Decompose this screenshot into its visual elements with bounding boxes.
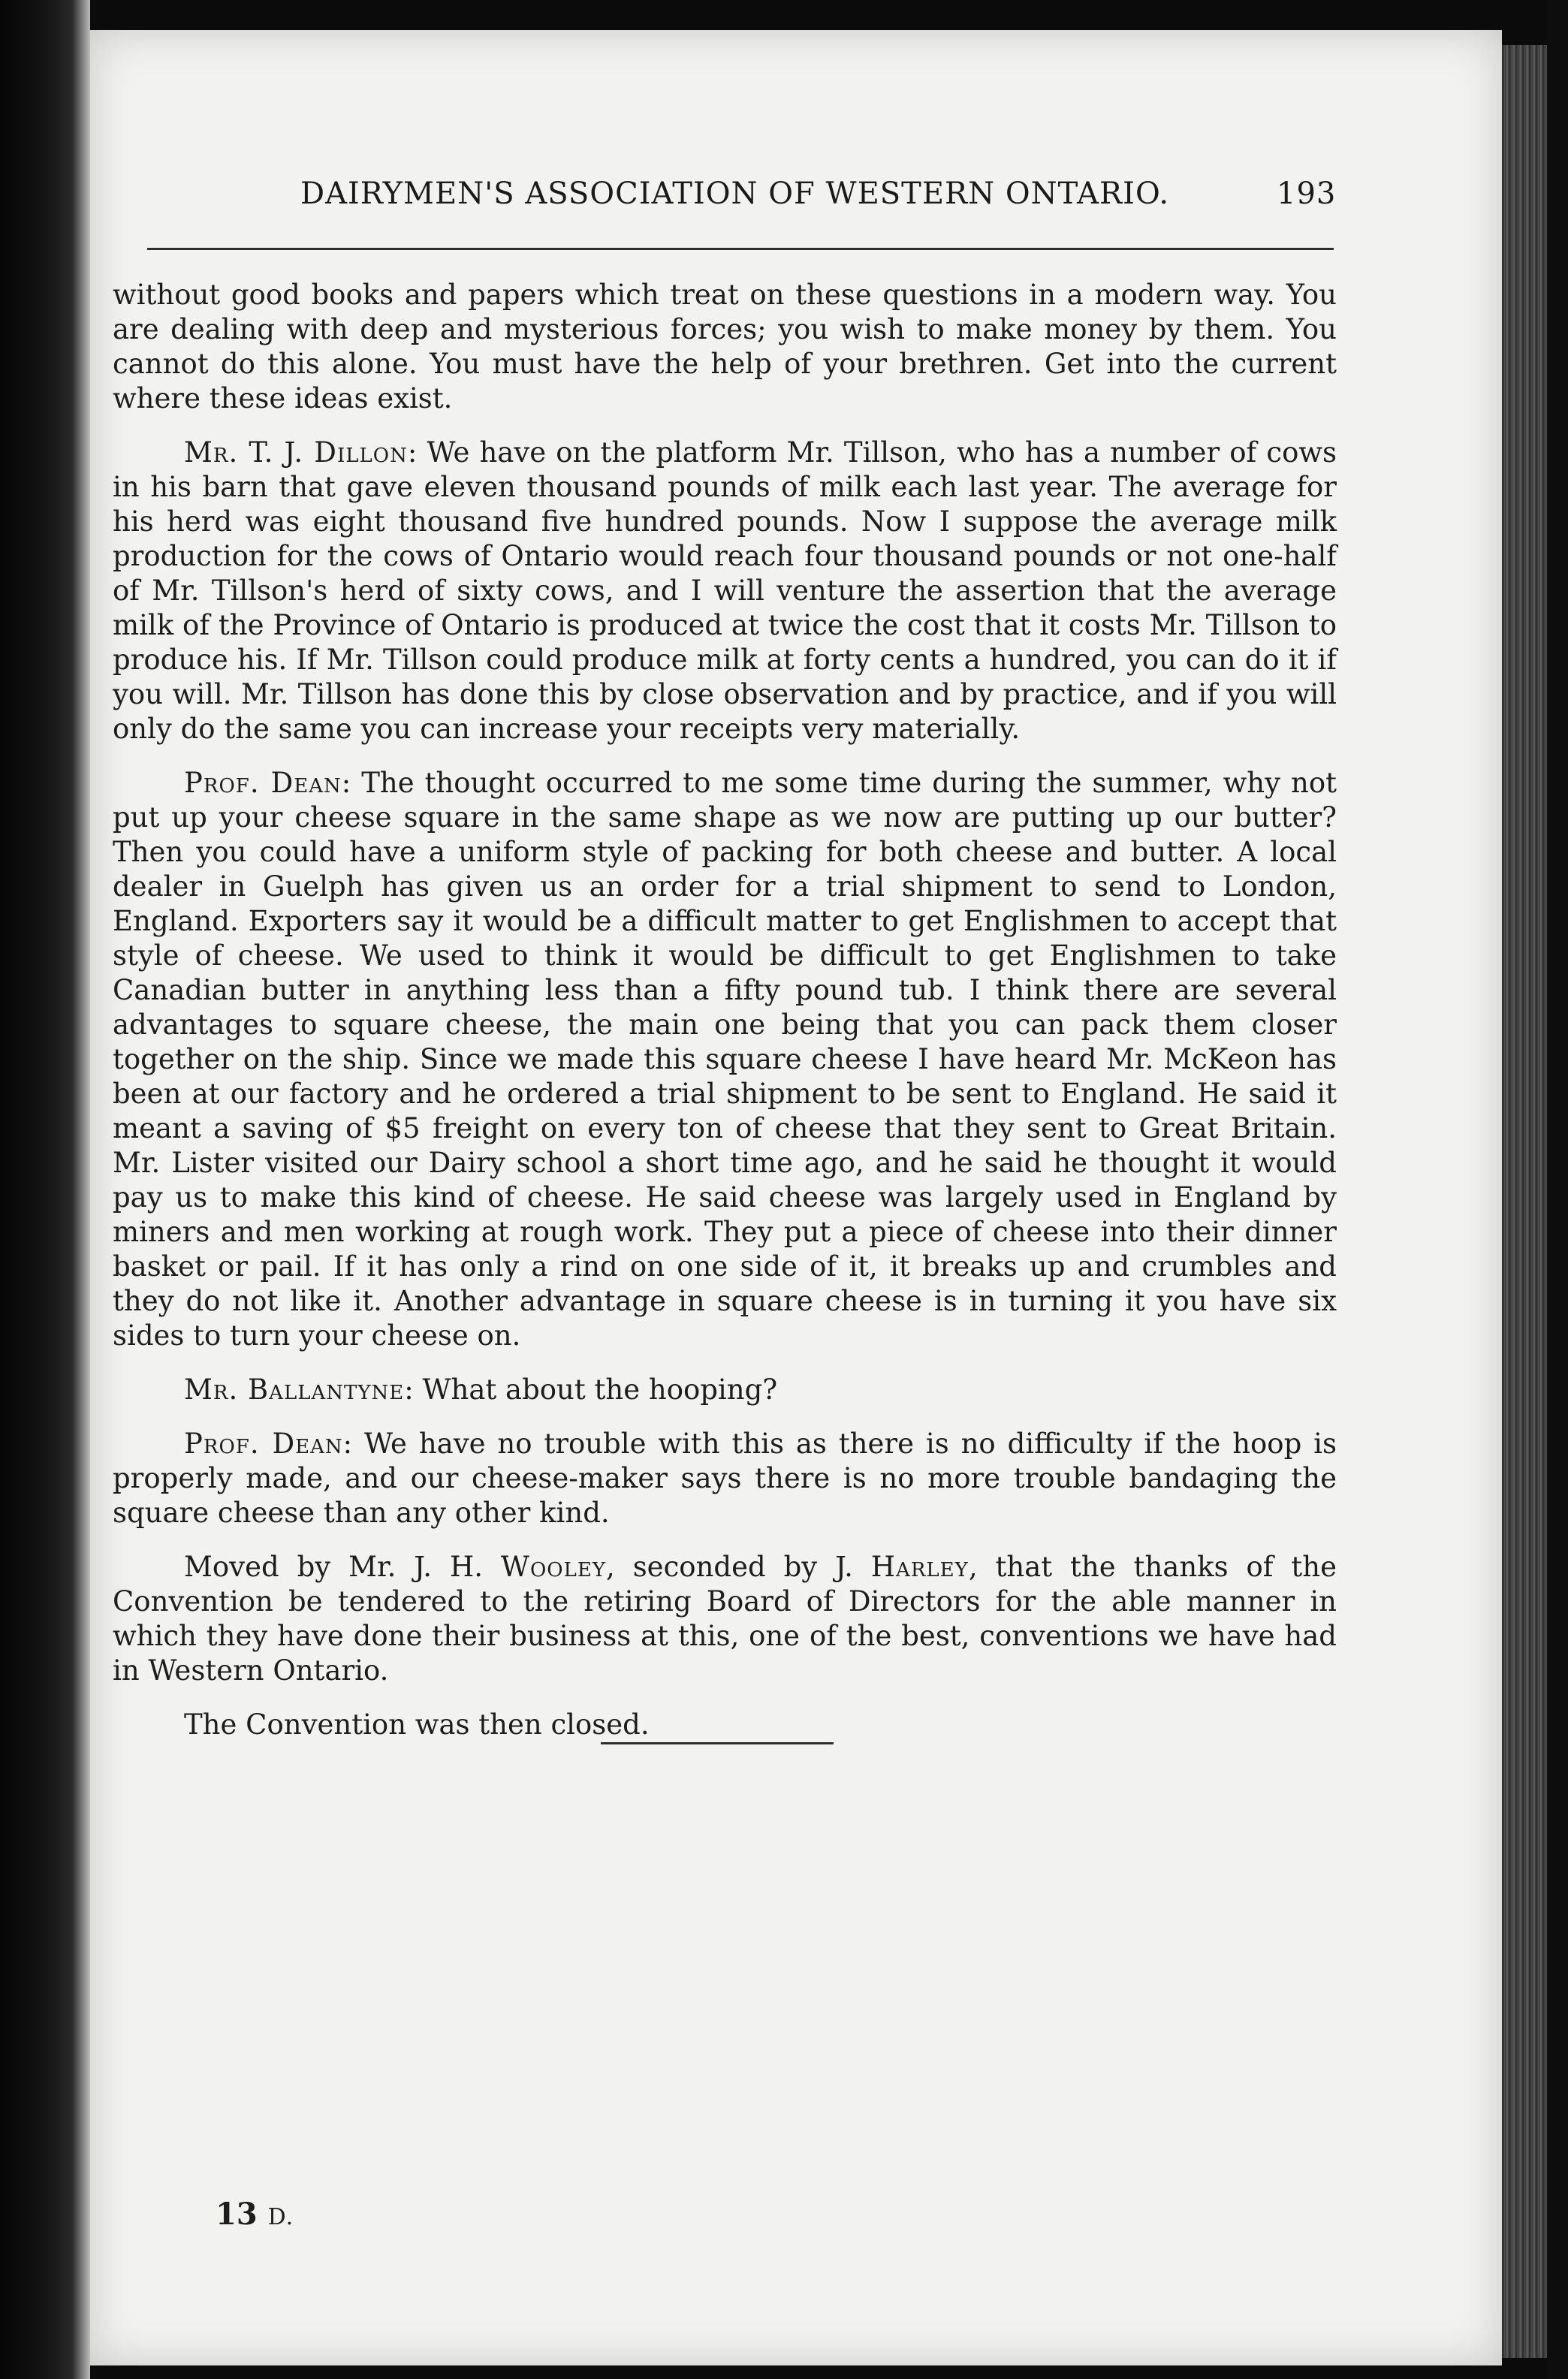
speaker-name: Mr. Ballantyne [184,1373,405,1406]
mover-name: Wooley [500,1551,606,1583]
running-head-title: DAIRYMEN'S ASSOCIATION OF WESTERN ONTARIO. [300,176,1170,211]
paragraph-continuation [113,278,1337,416]
signature-letter: D. [267,2204,294,2230]
header-rule [147,248,1334,250]
end-rule [601,1742,834,1744]
paragraph-text: , that the thanks of the Convention be tendered to the retiring Board of Directors for the able manner in which they have done their business at this, one of the best, conventions we have had in Western Ontario. [113,1551,1337,1687]
paragraph-text: We have no trouble with this as there is no difficulty if the hoop is properly made, and our cheese-maker says there is no more trouble bandaging the square cheese than any other kind. [113,1428,1337,1529]
book-gutter [0,0,90,2379]
paragraph-text: The thought occurred to me some time during the summer, why not put up your cheese square in the same shape as we now are putting up our butter? Then you could have a uniform style of packing for both cheese and butter. A local dealer in Guelph has given us an order for a trial shipment to send to London, England. Exporters say it would be a difficult matter to get Englishmen to accept that style of cheese. We used to think it would be difficult to get Englishmen to take Canadian butter in anything less than a fifty pound tub. I think there are several advantages to square cheese, the main one being that you can pack them closer together on the ship. Since we made this square cheese I have heard Mr. McKeon has been at our factory and he ordered a trial shipment to be sent to England. He said it meant a saving of $5 freight on every ton of cheese that they sent to Great Britain. Mr. Lister visited our Dairy school a short time ago, and he said he thought it would pay us to make this kind of cheese. He said cheese was largely used in England by miners and men working at rough work. They put a piece of cheese into their dinner basket or pail. If it has only a rind on one side of it, it breaks up and crumbles and they do not like it. Another advantage in square cheese is in turning it you have six sides to turn your cheese on. [113,767,1337,1352]
seconder-name: Harley [870,1551,969,1583]
paragraph-text: without good books and papers which treat on these questions in a modern way. You are dealing with deep and mysterious forces; you wish to make money by them. You cannot do this alone. You must have the help of your brethren. Get into the current where these ideas exist. [113,279,1337,415]
signature-number: 13 [216,2197,258,2232]
speaker-name: Prof. Dean [184,1428,343,1460]
paragraph-text: We have on the platform Mr. Tillson, who has a number of cows in his barn that gave eleven thousand pounds of milk each last year. The average for his herd was eight thousand five hundred pounds. Now I suppose the average milk production for the cows of Ontario would reach four thousand pounds or not one-half of Mr. Tillson's herd of sixty cows, and I will venture the assertion that the average milk of the Province of Ontario is produced at twice the cost that it costs Mr. Tillson to produce his. If Mr. Tillson could produce milk at forty cents a hundred, you can do it if you will. Mr. Tillson has done this by close observation and by practice, and if you will only do the same you can increase your receipts very materially. [113,436,1337,745]
right-shadow [1547,0,1568,2379]
speaker-name: Mr. T. J. Dillon [184,436,408,469]
page-number: 193 [1277,176,1337,211]
paragraph-motion [113,1550,1337,1688]
signature-mark [216,2197,294,2232]
paragraph-closing [113,1708,1337,1742]
paragraph-dean-hooping: Prof. Dean: We have no trouble with this as there is no difficulty if the hoop is properly made, and our cheese-maker says there is no more trouble bandaging the square cheese than any other kind. [113,1428,1337,1529]
paragraph-ballantyne: Mr. Ballantyne: What about the hooping? [184,1373,778,1406]
motion-middle: , seconded by J. [606,1551,853,1583]
motion-prefix: Moved by Mr. J. H. [184,1551,483,1583]
speaker-name: Prof. Dean [184,767,342,799]
paragraph-text: What about the hooping? [422,1373,778,1406]
paragraph-dean: Prof. Dean: The thought occurred to me some time during the summer, why not put up your cheese square in the same shape as we now are putting up our butter? Then you could have a uniform style of packing for both cheese and butter. A local dealer in Guelph has given us an order for a trial shipment to send to London, England. Exporters say it would be a difficult matter to get Englishmen to accept that style of cheese. We used to think it would be difficult to get Englishmen to take Canadian butter in anything less than a fifty pound tub. I think there are several advantages to square cheese, the main one being that you can pack them closer together on the ship. Since we made this square cheese I have heard Mr. McKeon has been at our factory and he ordered a trial shipment to be sent to England. He said it meant a saving of $5 freight on every ton of cheese that they sent to Great Britain. Mr. Lister visited our Dairy school a short time ago, and he said he thought it would pay us to make this kind of cheese. He said cheese was largely used in England by miners and men working at rough work. They put a piece of cheese into their dinner basket or pail. If it has only a rind on one side of it, it breaks up and crumbles and they do not like it. Another advantage in square cheese is in turning it you have six sides to turn your cheese on. [113,767,1337,1352]
body-text [113,278,1337,1762]
paragraph-text: The Convention was then closed. [184,1708,650,1741]
paragraph-dillon: Mr. T. J. Dillon: We have on the platform Mr. Tillson, who has a number of cows in his barn that gave eleven thousand pounds of milk each last year. The average for his herd was eight thousand five hundred pounds. Now I suppose the average milk production for the cows of Ontario would reach four thousand pounds or not one-half of Mr. Tillson's herd of sixty cows, and I will venture the assertion that the average milk of the Province of Ontario is produced at twice the cost that it costs Mr. Tillson to produce his. If Mr. Tillson could produce milk at forty cents a hundred, you can do it if you will. Mr. Tillson has done this by close observation and by practice, and if you will only do the same you can increase your receipts very materially. [113,436,1337,745]
